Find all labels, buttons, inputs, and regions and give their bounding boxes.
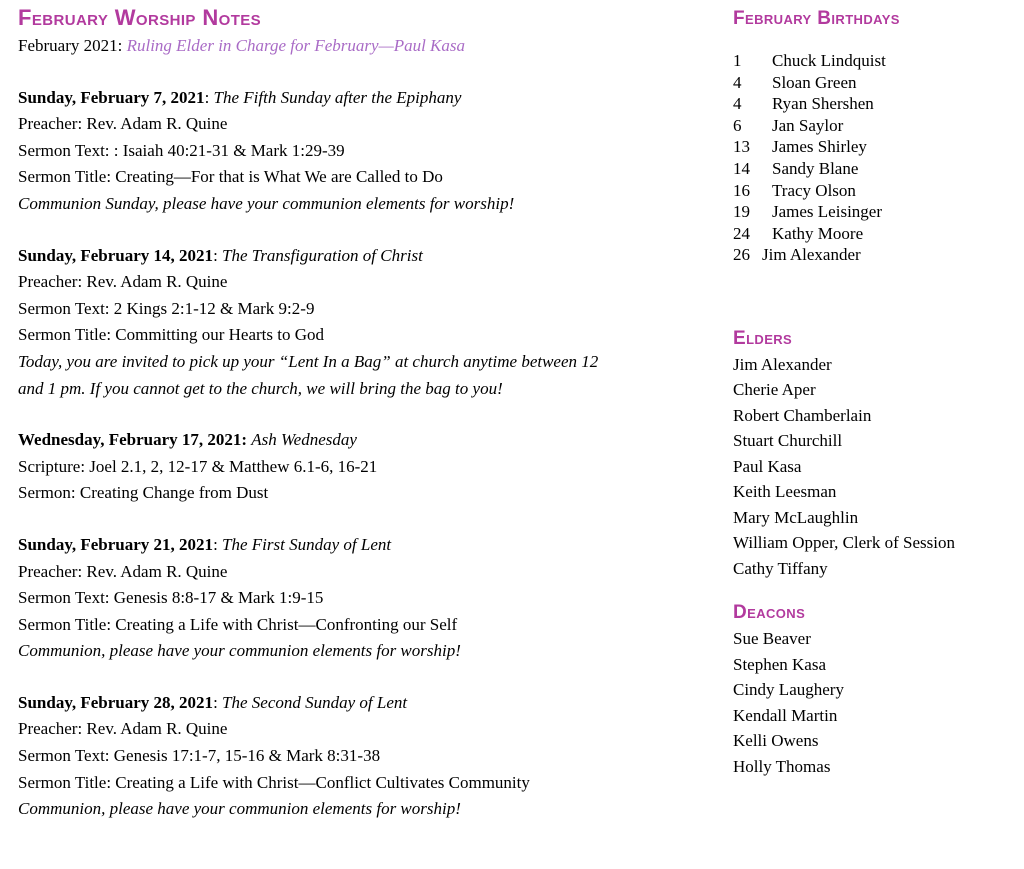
deacon-name: Stephen Kasa (733, 654, 827, 674)
birthday-day: 16 (733, 180, 750, 200)
service-occasion: The Fifth Sunday after the Epiphany (213, 87, 462, 107)
birthday-day: 4 (733, 72, 742, 92)
elder-name: Paul Kasa (733, 456, 802, 476)
service-detail-line: Sermon Title: Creating a Life with Christ—Conflict Cultivates Community (18, 772, 530, 792)
service-note: Communion, please have your communion elements for worship! (18, 799, 461, 819)
service-heading (18, 532, 610, 559)
elder-name: Jim Alexander (733, 354, 832, 374)
deacon-name: Sue Beaver (733, 629, 811, 649)
deacons-title: Deacons (733, 602, 806, 624)
elder-name: Mary McLaughlin (733, 507, 859, 527)
birthday-day: 1 (733, 51, 742, 70)
service-detail-line: Preacher: Rev. Adam R. Quine (18, 114, 228, 134)
birthday-name: James Leisinger (772, 202, 882, 222)
service-date-separator: : (204, 87, 214, 107)
service-feb-17 (18, 427, 610, 507)
service-date-separator: : (213, 245, 223, 265)
birthday-name: Sloan Green (772, 72, 857, 92)
birthday-row (733, 223, 1018, 245)
service-date: Sunday, February 21, 2021 (18, 534, 214, 554)
service-occasion: The First Sunday of Lent (222, 534, 392, 554)
birthday-row (733, 201, 1018, 223)
deacon-name: Cindy Laughery (733, 680, 844, 700)
service-detail-line: Scripture: Joel 2.1, 2, 12-17 & Matthew 6.1-6, 16-21 (18, 456, 378, 476)
birthday-name: Jim Alexander (762, 245, 861, 265)
service-detail-line: Preacher: Rev. Adam R. Quine (18, 272, 228, 292)
birthdays-section (733, 8, 1018, 266)
birthday-day: 6 (733, 115, 742, 135)
birthday-day: 24 (733, 223, 750, 243)
birthday-row (733, 136, 1018, 158)
birthday-row (733, 180, 1018, 202)
elders-section (733, 328, 1018, 582)
birthday-name: Tracy Olson (772, 180, 856, 200)
service-detail-line: Sermon Title: Creating a Life with Christ—Confronting our Self (18, 614, 458, 634)
service-detail-line: Sermon Text: Genesis 8:8-17 & Mark 1:9-15 (18, 588, 324, 608)
intro-label: February 2021: (18, 36, 127, 55)
birthday-day: 13 (733, 137, 750, 157)
service-heading (18, 243, 610, 270)
elder-name: Stuart Churchill (733, 431, 843, 451)
service-detail-line: Sermon Title: Committing our Hearts to God (18, 325, 325, 345)
birthday-day: 14 (733, 158, 750, 178)
birthday-row (733, 93, 1018, 115)
deacon-name: Kelli Owens (733, 731, 819, 751)
birthday-name: Ryan Shershen (772, 94, 874, 114)
birthday-name: Kathy Moore (772, 223, 864, 243)
service-date: Wednesday, February 17, 2021: (18, 430, 248, 450)
deacon-name: Holly Thomas (733, 756, 831, 776)
deacons-list (733, 626, 1018, 779)
service-detail-line: Sermon Text: 2 Kings 2:1-12 & Mark 9:2-9 (18, 298, 315, 318)
service-detail-line: Preacher: Rev. Adam R. Quine (18, 561, 228, 581)
birthday-name: Sandy Blane (772, 158, 859, 178)
service-occasion: Ash Wednesday (251, 430, 357, 450)
birthday-name: James Shirley (772, 137, 867, 157)
worship-notes-column (18, 6, 610, 823)
worship-notes-title: February Worship Notes (18, 5, 262, 30)
service-detail-line: Sermon Text: : Isaiah 40:21-31 & Mark 1:29-39 (18, 140, 345, 160)
elder-name: Cherie Aper (733, 380, 816, 400)
service-date: Sunday, February 28, 2021 (18, 692, 214, 712)
deacons-section (733, 602, 1018, 779)
ruling-elder-text: Ruling Elder in Charge for February—Paul Kasa (126, 36, 466, 55)
service-occasion: The Transfiguration of Christ (222, 245, 423, 265)
service-detail-line: Sermon: Creating Change from Dust (18, 483, 269, 503)
service-heading (18, 427, 610, 454)
service-occasion: The Second Sunday of Lent (222, 692, 408, 712)
service-heading (18, 690, 610, 717)
service-note: Communion, please have your communion elements for worship! (18, 641, 461, 661)
birthday-day: 26 (733, 245, 750, 265)
birthdays-title: February Birthdays (733, 8, 900, 29)
elders-list (733, 352, 1018, 582)
elder-name: William Opper, Clerk of Session (733, 533, 955, 553)
elder-name: Keith Leesman (733, 482, 837, 502)
service-date-separator: : (213, 534, 223, 554)
service-feb-28 (18, 690, 610, 823)
service-date: Sunday, February 14, 2021 (18, 245, 214, 265)
birthday-row (733, 72, 1018, 94)
birthday-day: 4 (733, 94, 742, 114)
intro-line (18, 33, 610, 60)
birthday-day: 19 (733, 202, 750, 222)
service-detail-line: Sermon Title: Creating—For that is What We are Called to Do (18, 167, 443, 187)
service-note: Communion Sunday, please have your communion elements for worship! (18, 193, 515, 213)
service-date: Sunday, February 7, 2021 (18, 87, 205, 107)
birthday-row (733, 158, 1018, 180)
service-heading (18, 85, 610, 112)
service-date-separator: : (213, 692, 223, 712)
birthday-name: Jan Saylor (772, 115, 844, 135)
birthday-name: Chuck Lindquist (772, 51, 886, 70)
birthday-row (733, 244, 1018, 266)
birthdays-list (733, 50, 1018, 266)
elders-title: Elders (733, 327, 793, 349)
birthday-row (733, 50, 1018, 72)
deacon-name: Kendall Martin (733, 705, 838, 725)
birthday-row (733, 115, 1018, 137)
service-feb-14 (18, 243, 610, 403)
elder-name: Robert Chamberlain (733, 405, 872, 425)
service-note: Today, you are invited to pick up your “Lent In a Bag” at church anytime between 12 and 1 pm. If you cannot get to the church, we will bring the bag to you! (18, 351, 599, 398)
service-feb-7 (18, 85, 610, 218)
elder-name: Cathy Tiffany (733, 558, 828, 578)
service-detail-line: Preacher: Rev. Adam R. Quine (18, 719, 228, 739)
service-detail-line: Sermon Text: Genesis 17:1-7, 15-16 & Mark 8:31-38 (18, 746, 381, 766)
service-feb-21 (18, 532, 610, 665)
right-column (733, 8, 1018, 779)
